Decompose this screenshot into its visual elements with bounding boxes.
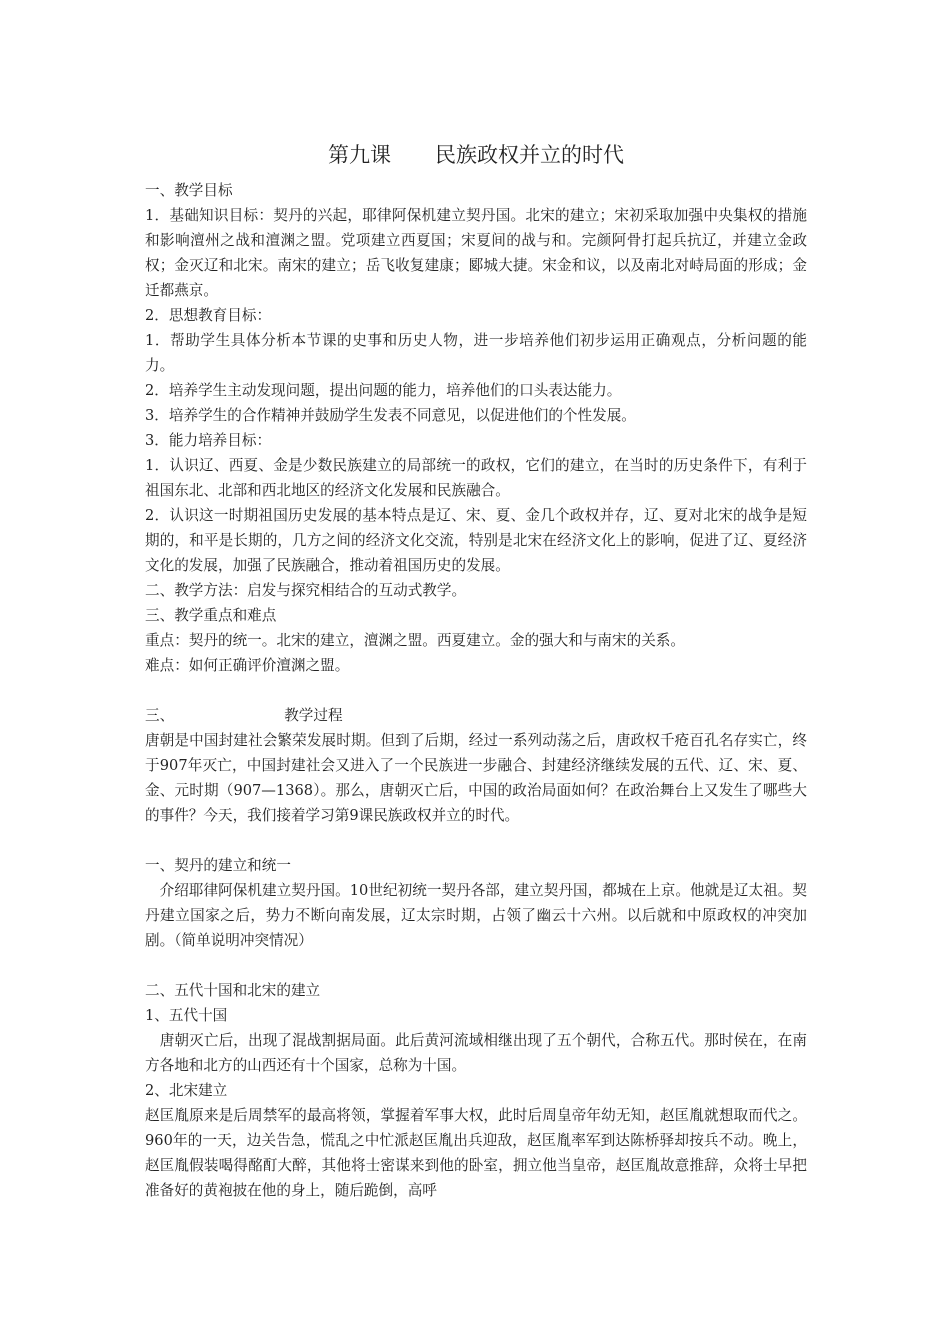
paragraph: 3．培养学生的合作精神并鼓励学生发表不同意见，以促进他们的个性发展。 <box>145 407 636 424</box>
paragraph: 2．认识这一时期祖国历史发展的基本特点是辽、宋、夏、金几个政权并存，辽、夏对北宋的战争是短期的，和平是长期的，几方之间的经济文化交流，特别是北宋在经济文化上的影响，促进了辽、夏经济文化的发展，加强了民族融合，推动着祖国历史的发展。 <box>145 507 807 574</box>
page-title <box>145 140 807 170</box>
paragraph: 1．基础知识目标：契丹的兴起，耶律阿保机建立契丹国。北宋的建立；宋初采取加强中央集权的措施和影响澶州之战和澶渊之盟。党项建立西夏国；宋夏间的战与和。完颜阿骨打起兵抗辽，并建立金政权；金灭辽和北宋。南宋的建立；岳飞收复建康；郾城大捷。宋金和议，以及南北对峙局面的形成；金迁都燕京。 <box>145 207 807 299</box>
title-topic: 民族政权并立的时代 <box>435 143 624 167</box>
blank-line <box>145 678 807 703</box>
paragraph: 2．培养学生主动发现问题，提出问题的能力，培养他们的口头表达能力。 <box>145 382 622 399</box>
paragraph: 1．帮助学生具体分析本节课的史事和历史人物，进一步培养他们初步运用正确观点，分析问题的能力。 <box>145 332 807 374</box>
paragraph: 三、教学重点和难点 <box>145 607 277 624</box>
paragraph: 1．认识辽、西夏、金是少数民族建立的局部统一的政权，它们的建立，在当时的历史条件下，有利于祖国东北、北部和西北地区的经济文化发展和民族融合。 <box>145 457 807 499</box>
paragraph: 3．能力培养目标： <box>145 432 272 449</box>
section-number: 三、 <box>145 707 175 724</box>
section-heading <box>145 703 807 728</box>
blank-line <box>145 828 807 853</box>
section-title: 教学过程 <box>284 707 343 724</box>
blank-line <box>145 953 807 978</box>
paragraph: 二、教学方法：启发与探究相结合的互动式教学。 <box>145 582 467 599</box>
paragraph: 重点：契丹的统一。北宋的建立，澶渊之盟。西夏建立。金的强大和与南宋的关系。 <box>145 632 685 649</box>
paragraph: 一、教学目标 <box>145 182 233 199</box>
paragraph: 2．思想教育目标： <box>145 307 272 324</box>
paragraph: 赵匡胤原来是后周禁军的最高将领，掌握着军事大权，此时后周皇帝年幼无知，赵匡胤就想取而代之。960年的一天，边关告急，慌乱之中忙派赵匡胤出兵迎敌，赵匡胤率军到达陈桥驿却按兵不动。晚上，赵匡胤假装喝得酩酊大醉，其他将士密谋来到他的卧室，拥立他当皇帝，赵匡胤故意推辞，众将士早把准备好的黄袍披在他的身上，随后跪倒，高呼 <box>145 1107 807 1199</box>
paragraph: 一、契丹的建立和统一 <box>145 857 291 874</box>
paragraph: 难点：如何正确评价澶渊之盟。 <box>145 657 350 674</box>
document-page <box>145 140 807 1203</box>
paragraph: 1、五代十国 <box>145 1007 228 1024</box>
document-body <box>145 178 807 1203</box>
paragraph: 唐朝灭亡后，出现了混战割据局面。此后黄河流域相继出现了五个朝代，合称五代。那时侯在，在南方各地和北方的山西还有十个国家，总称为十国。 <box>145 1032 807 1074</box>
title-lesson: 第九课 <box>328 143 391 167</box>
paragraph: 唐朝是中国封建社会繁荣发展时期。但到了后期，经过一系列动荡之后，唐政权千疮百孔名存实亡，终于907年灭亡，中国封建社会又进入了一个民族进一步融合、封建经济继续发展的五代、辽、宋、夏、金、元时期（907—1368）。那么，唐朝灭亡后，中国的政治局面如何？在政治舞台上又发生了哪些大的事件？今天，我们接着学习第9课民族政权并立的时代。 <box>145 732 807 824</box>
paragraph: 二、五代十国和北宋的建立 <box>145 982 321 999</box>
paragraph: 2、北宋建立 <box>145 1082 228 1099</box>
paragraph: 介绍耶律阿保机建立契丹国。10世纪初统一契丹各部，建立契丹国，都城在上京。他就是辽太祖。契丹建立国家之后，势力不断向南发展，辽太宗时期，占领了幽云十六州。以后就和中原政权的冲突加剧。（简单说明冲突情况） <box>145 882 807 949</box>
